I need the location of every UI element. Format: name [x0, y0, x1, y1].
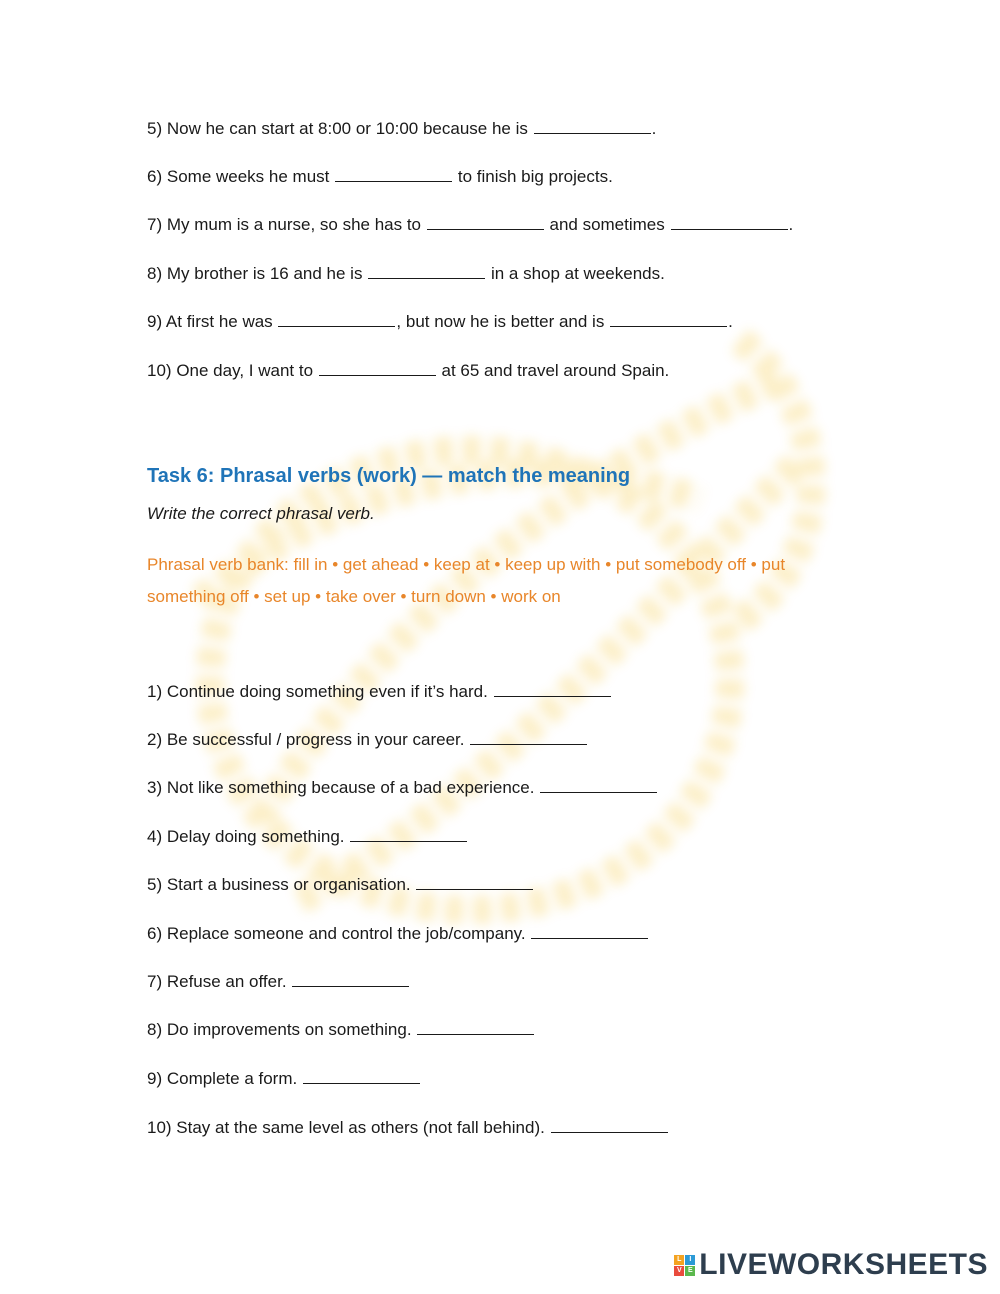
item-text: 8) Do improvements on something.: [147, 1020, 412, 1039]
item-number: 8): [147, 264, 163, 283]
answer-blank[interactable]: [335, 166, 452, 182]
item-text: 7) Refuse an offer.: [147, 972, 287, 991]
item-number: 9): [147, 312, 163, 331]
exercise-item-8: [147, 263, 665, 285]
exercise-item-10: [147, 360, 669, 382]
logo-letter: E: [685, 1266, 695, 1276]
answer-blank[interactable]: [350, 826, 467, 842]
item-text: My mum is a nurse, so she has to: [166, 215, 422, 234]
match-item-6: [147, 923, 649, 945]
item-text: Now he can start at 8:00 or 10:00 because he is: [166, 119, 528, 138]
answer-blank[interactable]: [610, 311, 727, 327]
item-text: .: [651, 119, 657, 138]
exercise-item-6: [147, 166, 613, 188]
answer-blank[interactable]: [494, 681, 611, 697]
answer-blank[interactable]: [470, 729, 587, 745]
match-item-1: [147, 681, 612, 703]
item-text: 4) Delay doing something.: [147, 827, 345, 846]
item-text: 1) Continue doing something even if it’s hard.: [147, 682, 488, 701]
logo-letter: L: [674, 1255, 684, 1265]
answer-blank[interactable]: [540, 777, 657, 793]
match-item-8: [147, 1019, 535, 1041]
bank-line: something off • set up • take over • turn down • work on: [147, 587, 561, 606]
answer-blank[interactable]: [416, 874, 533, 890]
phrasal-verb-bank: [147, 549, 847, 613]
exercise-item-5: [147, 118, 656, 140]
item-text: , but now he is better and is: [396, 312, 605, 331]
logo-mark-icon: [674, 1255, 695, 1276]
item-number: 10): [147, 361, 172, 380]
item-text: at 65 and travel around Spain.: [441, 361, 670, 380]
item-text: .: [728, 312, 733, 331]
match-item-10: [147, 1117, 669, 1139]
logo-text: LIVEWORKSHEETS: [699, 1248, 988, 1281]
item-text: and sometimes: [549, 215, 665, 234]
answer-blank[interactable]: [368, 263, 485, 279]
exercise-item-9: [147, 311, 733, 333]
answer-blank[interactable]: [534, 118, 651, 134]
bank-line: Phrasal verb bank: fill in • get ahead • keep at • keep up with • put somebody off • put: [147, 555, 786, 574]
watermark-logo: [140, 300, 860, 1020]
item-number: 6): [147, 167, 163, 186]
item-text: 3) Not like something because of a bad experience.: [147, 778, 535, 797]
answer-blank[interactable]: [278, 311, 395, 327]
item-text: .: [788, 215, 794, 234]
logo-letter: I: [685, 1255, 695, 1265]
match-item-9: [147, 1068, 421, 1090]
match-item-7: [147, 971, 410, 993]
task-title: Task 6: Phrasal verbs (work) — match the meaning: [147, 465, 631, 487]
exercise-item-7: [147, 214, 793, 236]
liveworksheets-logo: [674, 1248, 988, 1282]
item-text: to finish big projects.: [457, 167, 613, 186]
task-instruction: Write the correct phrasal verb.: [147, 504, 375, 523]
item-number: 7): [147, 215, 163, 234]
item-text: Some weeks he must: [166, 167, 330, 186]
match-item-3: [147, 777, 658, 799]
item-text: At first he was: [165, 312, 273, 331]
item-text: 6) Replace someone and control the job/company.: [147, 924, 526, 943]
match-item-5: [147, 874, 534, 896]
item-text: 9) Complete a form.: [147, 1069, 298, 1088]
answer-blank[interactable]: [292, 971, 409, 987]
match-item-4: [147, 826, 468, 848]
item-number: 5): [147, 119, 163, 138]
answer-blank[interactable]: [303, 1068, 420, 1084]
logo-letter: V: [674, 1266, 684, 1276]
item-text: 2) Be successful / progress in your career.: [147, 730, 465, 749]
answer-blank[interactable]: [531, 923, 648, 939]
answer-blank[interactable]: [551, 1117, 668, 1133]
item-text: One day, I want to: [176, 361, 314, 380]
answer-blank[interactable]: [671, 214, 788, 230]
item-text: 10) Stay at the same level as others (not fall behind).: [147, 1118, 545, 1137]
item-text: My brother is 16 and he is: [166, 264, 363, 283]
match-item-2: [147, 729, 588, 751]
item-text: in a shop at weekends.: [490, 264, 665, 283]
answer-blank[interactable]: [427, 214, 544, 230]
answer-blank[interactable]: [417, 1019, 534, 1035]
item-text: 5) Start a business or organisation.: [147, 875, 411, 894]
answer-blank[interactable]: [319, 360, 436, 376]
